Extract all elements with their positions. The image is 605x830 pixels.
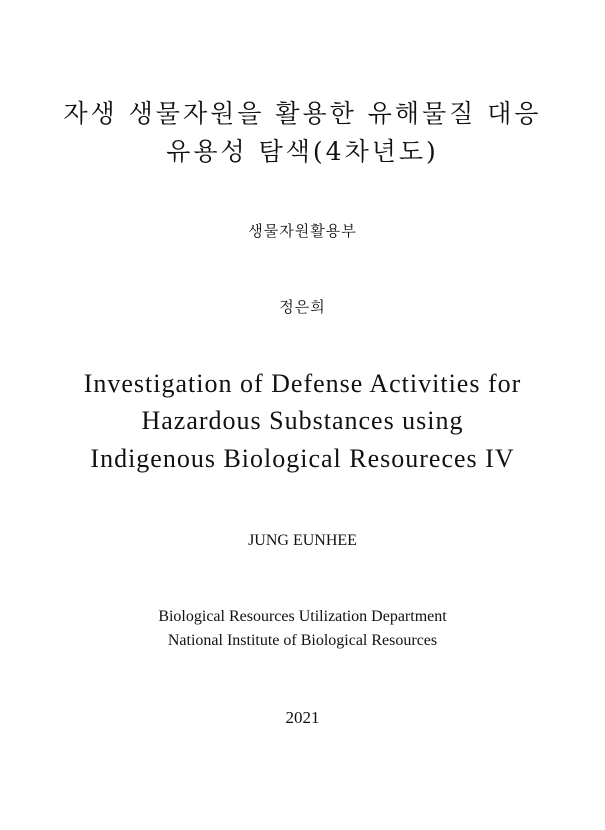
- publication-year: 2021: [285, 708, 320, 727]
- english-title-line-2: Hazardous Substances using: [141, 406, 464, 435]
- affiliation-line-1: Biological Resources Utilization Department: [158, 608, 447, 625]
- korean-title-line-1: 자생 생물자원을 활용한 유해물질 대응: [63, 99, 542, 128]
- korean-department: 생물자원활용부: [248, 222, 357, 240]
- english-title-line-3: Indigenous Biological Resoureces IV: [90, 444, 515, 473]
- korean-author: 정은희: [279, 298, 326, 316]
- korean-title-line-2: 유용성 탐색(4차년도): [166, 137, 439, 166]
- affiliation-line-2: National Institute of Biological Resources: [167, 632, 438, 649]
- english-author: JUNG EUNHEE: [248, 532, 357, 549]
- english-title-line-1: Investigation of Defense Activities for: [83, 369, 522, 398]
